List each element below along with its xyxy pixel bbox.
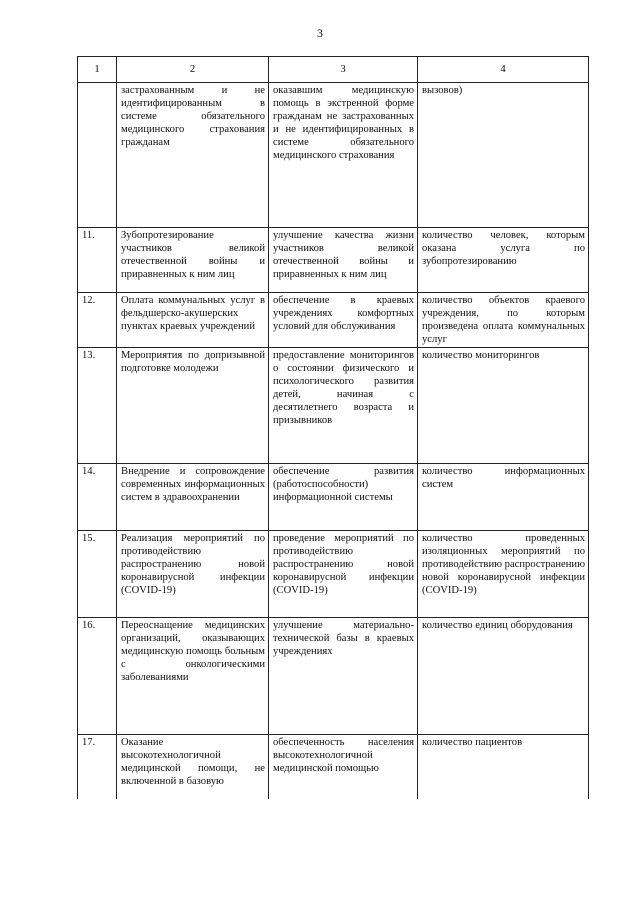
- row-number: 11.: [78, 228, 117, 293]
- goal-cell: предоставление мониторингов о состоянии физического и психологического развития детей, начиная с десятилетнего возраста и призывников: [269, 348, 418, 464]
- table-row: [78, 618, 589, 735]
- goal-cell: улучшение качества жизни участников великой отечественной войны и приравненных к ним лиц: [269, 228, 418, 293]
- row-number: 16.: [78, 618, 117, 735]
- row-number: 14.: [78, 464, 117, 531]
- indicator-cell: количество пациентов: [418, 735, 589, 800]
- measure-cell: застрахованным и не идентифицированным в системе обязательного медицинского страхования гражданам: [117, 83, 269, 228]
- column-header-3: 3: [269, 57, 418, 83]
- indicator-cell: количество информационных систем: [418, 464, 589, 531]
- indicator-cell: количество мониторингов: [418, 348, 589, 464]
- table-row: [78, 348, 589, 464]
- goal-cell: обеспечение в краевых учреждениях комфортных условий для обслуживания: [269, 293, 418, 348]
- column-header-4: 4: [418, 57, 589, 83]
- table-row: [78, 464, 589, 531]
- indicator-cell: количество проведенных изоляционных мероприятий по противодействию распространению новой коронавирусной инфекции (COVID-19): [418, 531, 589, 618]
- table-row: [78, 293, 589, 348]
- measure-cell: Переоснащение медицинских организаций, оказывающих медицинскую помощь больным с онкологическими заболеваниями: [117, 618, 269, 735]
- column-header-2: 2: [117, 57, 269, 83]
- table-row: [78, 531, 589, 618]
- goal-cell: обеспеченность населения высокотехнологичной медицинской помощью: [269, 735, 418, 800]
- row-number: 17.: [78, 735, 117, 800]
- goal-cell: оказавшим медицинскую помощь в экстренной форме гражданам не застрахованных и не идентифицированных в системе обязательного медицинского страхования: [269, 83, 418, 228]
- row-number: 13.: [78, 348, 117, 464]
- indicator-cell: количество человек, которым оказана услуга по зубопротезированию: [418, 228, 589, 293]
- indicator-cell: количество единиц оборудования: [418, 618, 589, 735]
- measure-cell: Реализация мероприятий по противодействию распространению новой коронавирусной инфекции (COVID-19): [117, 531, 269, 618]
- goal-cell: обеспечение развития (работоспособности) информационной системы: [269, 464, 418, 531]
- goal-cell: проведение мероприятий по противодействию распространению новой коронавирусной инфекции (COVID-19): [269, 531, 418, 618]
- page-number: 3: [317, 26, 323, 40]
- header-row: [78, 57, 589, 83]
- table-row: [78, 735, 589, 800]
- measure-cell: Оказание высокотехнологичной медицинской помощи, не включенной в базовую: [117, 735, 269, 800]
- indicator-cell: количество объектов краевого учреждения, по которым произведена оплата коммунальных услуг: [418, 293, 589, 348]
- table-row: [78, 83, 589, 228]
- measure-cell: Внедрение и сопровождение современных информационных систем в здравоохранении: [117, 464, 269, 531]
- measure-cell: Мероприятия по допризывной подготовке молодежи: [117, 348, 269, 464]
- table-row: [78, 228, 589, 293]
- row-number: 12.: [78, 293, 117, 348]
- measure-cell: Зубопротезирование участников великой отечественной войны и приравненных к ним лиц: [117, 228, 269, 293]
- row-number: 15.: [78, 531, 117, 618]
- row-number: [78, 83, 117, 228]
- goal-cell: улучшение материально-технической базы в краевых учреждениях: [269, 618, 418, 735]
- indicator-cell: вызовов): [418, 83, 589, 228]
- measures-table: [77, 56, 589, 799]
- column-header-1: 1: [78, 57, 117, 83]
- measure-cell: Оплата коммунальных услуг в фельдшерско-акушерских пунктах краевых учреждений: [117, 293, 269, 348]
